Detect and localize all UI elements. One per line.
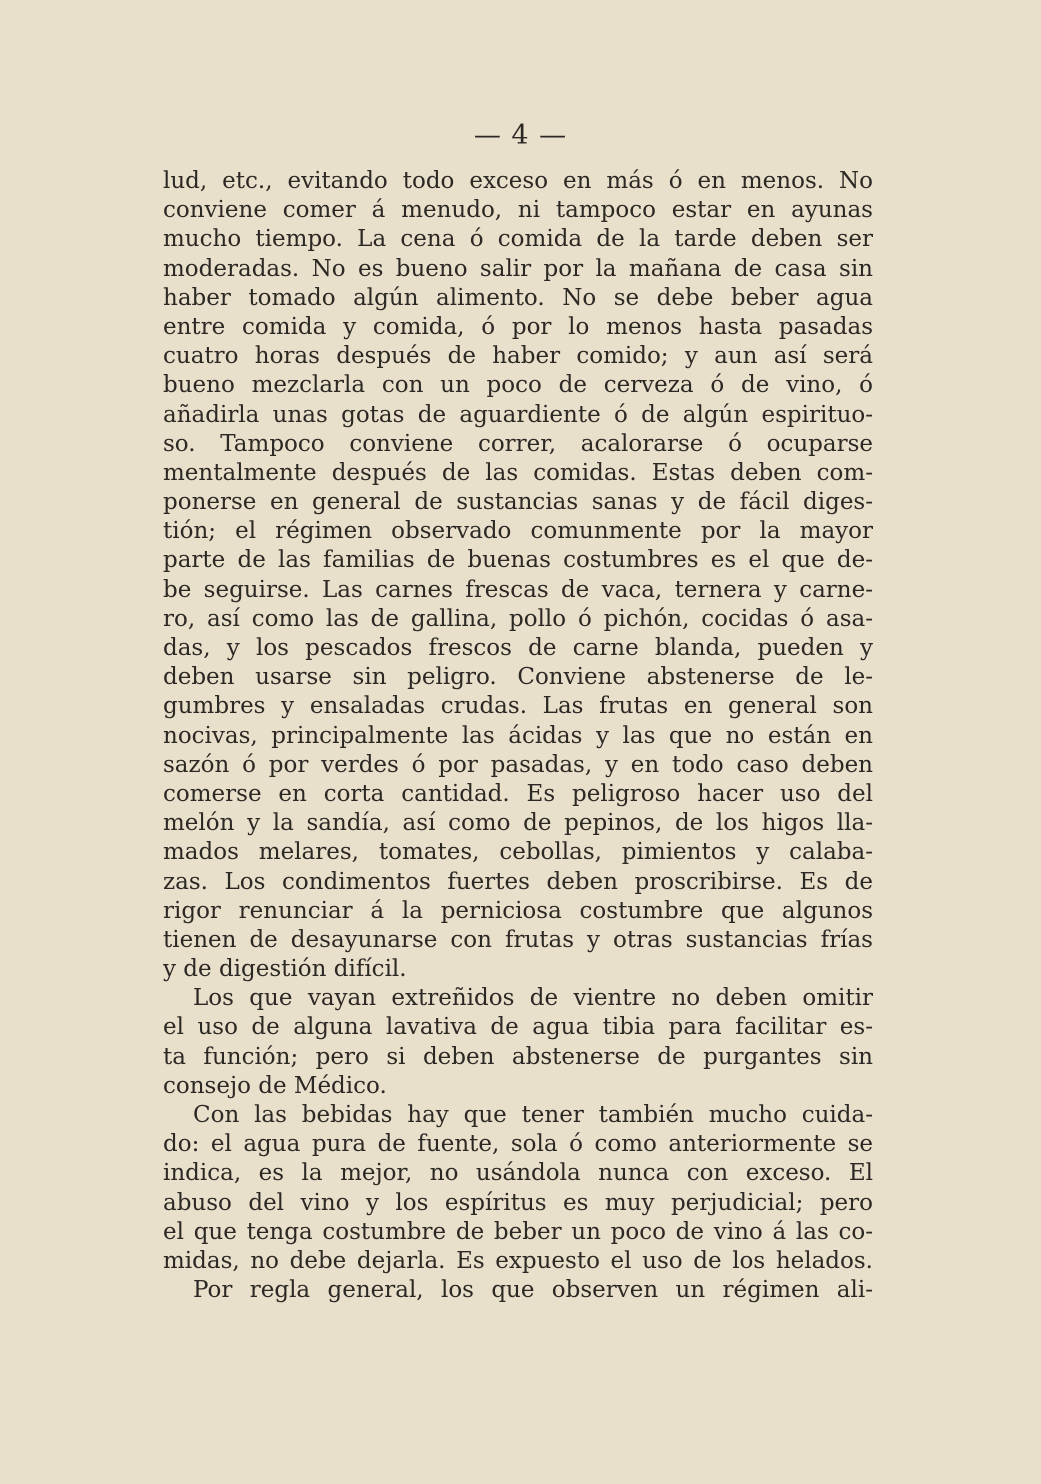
body-text bbox=[163, 167, 873, 1305]
text-line: comerse en corta cantidad. Es peligroso hacer uso del bbox=[163, 780, 873, 807]
text-line: el uso de alguna lavativa de agua tibia para facilitar es- bbox=[163, 1014, 873, 1041]
text-line: moderadas. No es bueno salir por la mañana de casa sin bbox=[163, 255, 873, 282]
text-line: be seguirse. Las carnes frescas de vaca, ternera y carne- bbox=[163, 576, 873, 603]
text-line: bueno mezclarla con un poco de cerveza ó de vino, ó bbox=[163, 372, 873, 399]
text-line: ro, así como las de gallina, pollo ó pichón, cocidas ó asa- bbox=[163, 605, 873, 632]
text-line: midas, no debe dejarla. Es expuesto el uso de los helados. bbox=[163, 1247, 873, 1274]
text-line: consejo de Médico. bbox=[163, 1072, 387, 1099]
text-line: añadirla unas gotas de aguardiente ó de algún espirituo- bbox=[163, 401, 873, 428]
text-line: el que tenga costumbre de beber un poco de vino á las co- bbox=[163, 1218, 873, 1245]
text-line: tienen de desayunarse con frutas y otras sustancias frías bbox=[163, 926, 873, 953]
text-line: indica, es la mejor, no usándola nunca con exceso. El bbox=[163, 1160, 873, 1187]
text-line: ponerse en general de sustancias sanas y de fácil diges- bbox=[163, 489, 873, 516]
text-line: mados melares, tomates, cebollas, pimientos y calaba- bbox=[163, 839, 873, 866]
text-line: melón y la sandía, así como de pepinos, de los higos lla- bbox=[163, 810, 873, 837]
text-line: mucho tiempo. La cena ó comida de la tarde deben ser bbox=[163, 226, 873, 253]
text-line: ta función; pero si deben abstenerse de purgantes sin bbox=[163, 1043, 873, 1070]
text-line: tión; el régimen observado comunmente por la mayor bbox=[163, 518, 873, 545]
text-line: sazón ó por verdes ó por pasadas, y en todo caso deben bbox=[163, 751, 873, 778]
text-line: Con las bebidas hay que tener también mucho cuida- bbox=[193, 1102, 873, 1128]
text-line: parte de las familias de buenas costumbres es el que de- bbox=[163, 547, 873, 574]
text-line: entre comida y comida, ó por lo menos hasta pasadas bbox=[163, 313, 873, 340]
text-line: Por regla general, los que observen un régimen ali- bbox=[193, 1277, 873, 1304]
text-line: abuso del vino y los espíritus es muy perjudicial; pero bbox=[163, 1189, 873, 1216]
text-line: das, y los pescados frescos de carne blanda, pueden y bbox=[163, 635, 873, 661]
text-line: haber tomado algún alimento. No se debe beber agua bbox=[163, 284, 873, 311]
text-line: gumbres y ensaladas crudas. Las frutas en general son bbox=[163, 693, 873, 720]
text-line: rigor renunciar á la perniciosa costumbre que algunos bbox=[163, 897, 873, 924]
text-line: so. Tampoco conviene correr, acalorarse ó ocuparse bbox=[163, 430, 873, 457]
text-line: lud, etc., evitando todo exceso en más ó en menos. No bbox=[163, 168, 873, 194]
text-line: deben usarse sin peligro. Conviene abstenerse de le- bbox=[163, 664, 873, 691]
text-line: zas. Los condimentos fuertes deben proscribirse. Es de bbox=[163, 868, 873, 895]
text-line: nocivas, principalmente las ácidas y las que no están en bbox=[163, 722, 873, 749]
text-line: do: el agua pura de fuente, sola ó como anteriormente se bbox=[163, 1131, 873, 1158]
text-line: y de digestión difícil. bbox=[163, 956, 407, 983]
text-line: Los que vayan extreñidos de vientre no deben omitir bbox=[193, 985, 873, 1012]
text-line: cuatro horas después de haber comido; y aun así será bbox=[163, 343, 873, 370]
text-line: conviene comer á menudo, ni tampoco estar en ayunas bbox=[163, 197, 873, 224]
text-line: mentalmente después de las comidas. Estas deben com- bbox=[163, 459, 873, 486]
page-number: — 4 — bbox=[473, 120, 568, 151]
